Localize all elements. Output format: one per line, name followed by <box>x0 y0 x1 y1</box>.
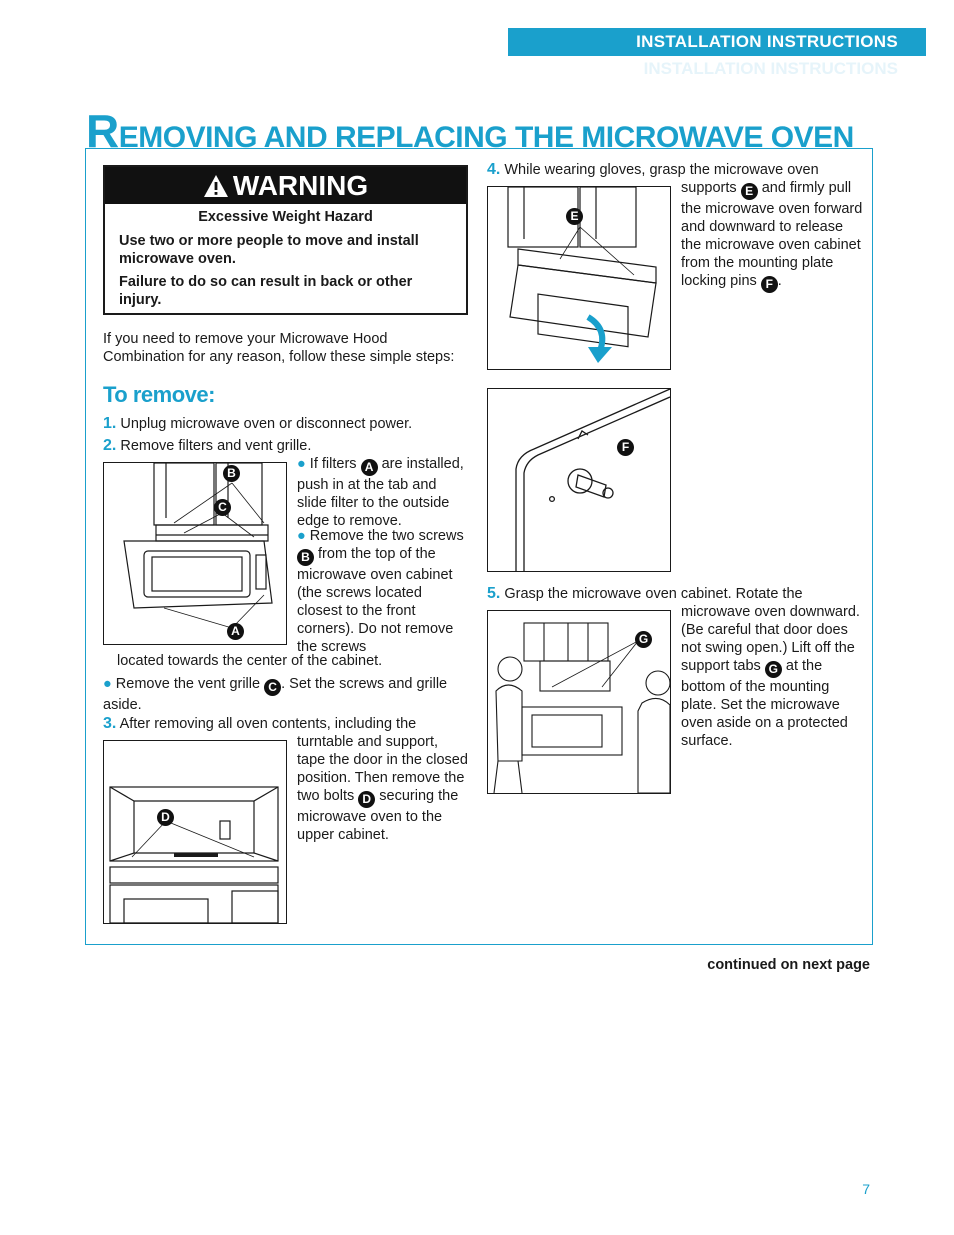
warning-hazard: Excessive Weight Hazard <box>198 209 373 225</box>
step-5-text-a: Grasp the microwave oven cabinet. Rotate the <box>504 586 803 602</box>
figure-locking-pin-drawing <box>488 389 670 571</box>
to-remove-heading: To remove: <box>103 382 215 407</box>
callout-g-inline: G <box>765 661 782 678</box>
figure-locking-pin <box>487 388 671 572</box>
figure-bolts <box>103 740 287 924</box>
step-2-bullet-1-text-a: If filters <box>309 456 357 472</box>
page-title-initial: R <box>86 105 119 157</box>
warning-line-1: Use two or more people to move and install microwave oven. <box>119 233 419 267</box>
step-3-text-a: After removing all oven contents, including the <box>119 716 417 732</box>
step-2-bullet-2 <box>297 527 469 656</box>
step-2-text: Remove filters and vent grille. <box>120 438 312 454</box>
step-1-text: Unplug microwave oven or disconnect power. <box>120 416 413 432</box>
step-2-bullet-1 <box>297 455 469 530</box>
step-2-bullet-3 <box>103 675 473 714</box>
step-2-bullet-1-text-b: are installed, push in at the tab and slide filter to the outside edge to remove. <box>297 456 464 529</box>
step-2 <box>103 437 473 455</box>
warning-body <box>119 208 452 314</box>
callout-d-fig: D <box>157 809 174 826</box>
continued-note: continued on next page <box>707 957 870 973</box>
figure-bolts-drawing <box>104 741 286 923</box>
step-1 <box>103 415 473 433</box>
step-2-bullet-2-text-a: Remove the two screws <box>309 528 464 544</box>
step-1-number: 1. <box>103 415 117 432</box>
step-2-bullet-2-text-b: from the top of the microwave oven cabinet (the screws located closest to the front corners). Do not remove the screws <box>297 546 454 655</box>
bullet-dot-icon: ● <box>297 456 306 472</box>
step-4 <box>487 161 867 179</box>
figure-filters-vent <box>103 462 287 645</box>
step-2-number: 2. <box>103 437 117 454</box>
figure-lift-off <box>487 610 671 794</box>
step-2-bullet-2-cont: located towards the center of the cabinet. <box>117 653 383 669</box>
callout-b-inline: B <box>297 549 314 566</box>
intro-text: If you need to remove your Microwave Hood Combination for any reason, follow these simple steps: <box>103 331 455 365</box>
figure-pull-forward <box>487 186 671 370</box>
step-4-text-a: While wearing gloves, grasp the microwave oven <box>504 162 819 178</box>
callout-c-inline: C <box>264 679 281 696</box>
callout-f-inline: F <box>761 276 778 293</box>
bullet-dot-icon: ● <box>103 676 112 692</box>
section-header-ghost: INSTALLATION INSTRUCTIONS <box>643 59 898 78</box>
callout-d-inline: D <box>358 791 375 808</box>
step-5-text-b: microwave oven downward. (Be careful that door does not swing open.) Lift off the support tabs <box>681 604 860 674</box>
warning-heading <box>105 167 466 204</box>
warning-triangle-icon <box>203 174 229 198</box>
bullet-dot-icon: ● <box>297 528 306 544</box>
page-number: 7 <box>862 1181 870 1197</box>
callout-c-fig: C <box>214 499 231 516</box>
step-3-continued <box>297 733 469 844</box>
callout-b-fig: B <box>223 465 240 482</box>
callout-a-fig: A <box>227 623 244 640</box>
step-5 <box>487 585 867 603</box>
warning-heading-text: WARNING <box>232 169 369 201</box>
section-header-label: INSTALLATION INSTRUCTIONS <box>636 32 898 51</box>
step-3-number: 3. <box>103 715 117 732</box>
warning-line-2: Failure to do so can result in back or other injury. <box>119 274 413 308</box>
step-2-bullet-3-text-b: . Set the screws and grille aside. <box>103 676 448 713</box>
step-3-text-c: securing the microwave oven to the upper cabinet. <box>297 788 459 843</box>
step-3 <box>103 715 473 733</box>
step-2-bullet-3-text-a: Remove the vent grille <box>115 676 261 692</box>
step-4-number: 4. <box>487 161 501 178</box>
figure-filters-vent-drawing <box>104 463 286 644</box>
step-4-continued <box>681 179 867 293</box>
callout-g-fig: G <box>635 631 652 648</box>
step-4-text-b: supports <box>681 180 737 196</box>
section-header-bar <box>508 28 926 56</box>
callout-e-fig: E <box>566 208 583 225</box>
step-4-text-c: and firmly pull the microwave oven forward and downward to release the microwave oven cabinet from the mounting plate locking pins <box>681 180 863 289</box>
callout-f-fig: F <box>617 439 634 456</box>
callout-e-inline: E <box>741 183 758 200</box>
step-5-number: 5. <box>487 585 501 602</box>
step-4-text-d: . <box>777 273 782 289</box>
step-5-text-c: at the bottom of the mounting plate. Set the microwave oven aside on a protected surface. <box>681 658 848 749</box>
step-3-text-b: turntable and support, tape the door in the closed position. Then remove the two bolts <box>297 734 468 804</box>
page-title-rest: EMOVING AND REPLACING THE MICROWAVE OVEN <box>118 121 854 154</box>
step-5-continued <box>681 603 867 750</box>
warning-box <box>103 165 468 315</box>
callout-a-inline: A <box>361 459 378 476</box>
